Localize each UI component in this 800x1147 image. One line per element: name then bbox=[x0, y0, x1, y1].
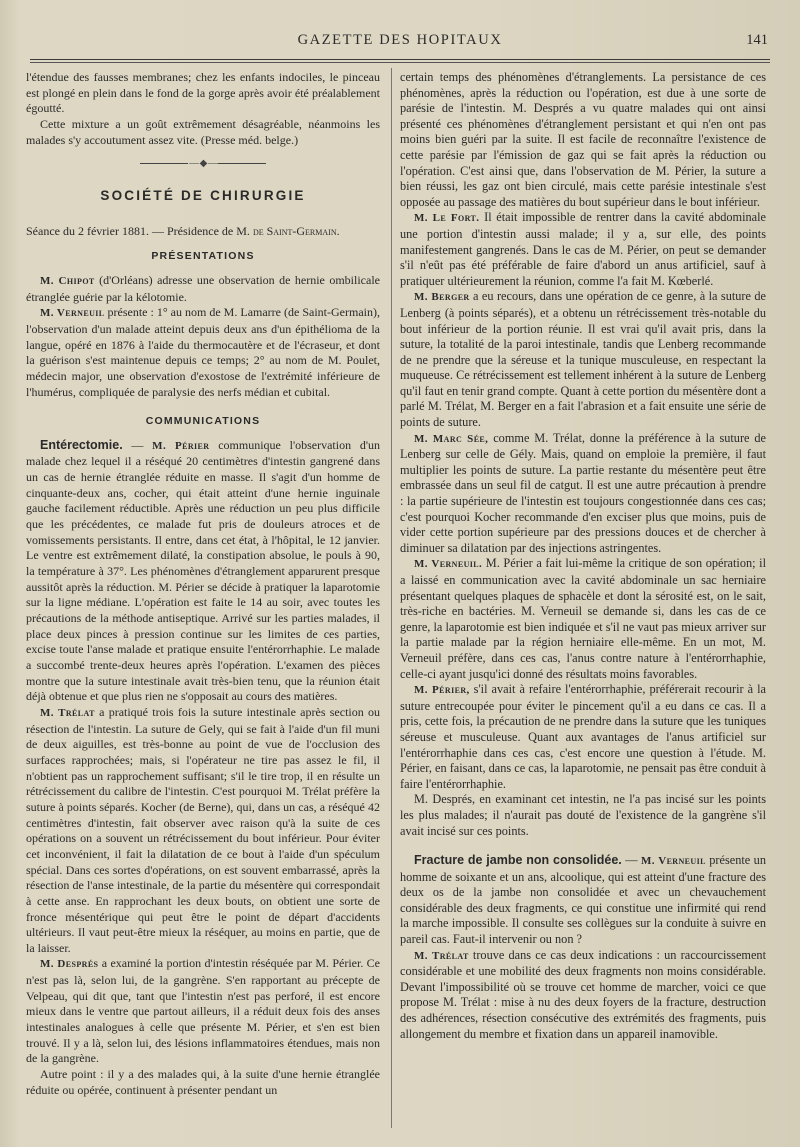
despres-paragraph bbox=[26, 956, 380, 1067]
paragraph-text: Il était impossible de rentrer dans la cavité abdominale une portion d'intestin aussi malade; il y a, sur elle, des points manifestement gangrenés. Dans le cas de M. Périer, on peut se demander s'il n'eût pas été préférable de faire d'abord un anus artificiel, sauf à pratiquer ultérieurement la réunion, comme l'a fait M. Kœberlé. bbox=[400, 210, 766, 288]
intro-paragraph-2: Cette mixture a un goût extrêmement désagréable, néanmoins les malades s'y accoutument assez vite. (Presse méd. belge.) bbox=[26, 116, 380, 147]
seance-line bbox=[26, 224, 380, 240]
speaker-name: M. Després bbox=[40, 958, 99, 971]
right-column bbox=[400, 70, 766, 1042]
running-title: GAZETTE DES HOPITAUX bbox=[297, 32, 503, 48]
speaker-name: M. Berger bbox=[414, 291, 470, 304]
chipot-paragraph bbox=[26, 273, 380, 305]
speaker-name: M. Périer bbox=[152, 439, 210, 452]
speaker-name: M. Verneuil bbox=[640, 855, 706, 868]
communications-heading: COMMUNICATIONS bbox=[145, 415, 261, 428]
marc-see-paragraph bbox=[400, 431, 766, 557]
speaker-name: M. Marc Sée, bbox=[414, 432, 489, 445]
paragraph-text: a pratiqué trois fois la suture intestinale après section ou résection de l'intestin. La suture de Gely, qui se fait à l'aide d'un fil muni de deux aiguilles, est très-bonne au point de vue de l'occlusion des surfaces rapprochées; mais, si l'opérateur ne tire pas assez le fil, il n'obtient pas un rapprochement suffisant; s'il le tire trop, il en résulte un rétrécissement du calibre de l'intestin. C'est pourquoi M. Trélat préfère la suture à points séparés. Kocher (de Berne), qui, dans un cas, a réséqué 42 centimètres d'intestin, fait observer avec raison qu'à la suite de ces opérations on a souvent un rétrécissement du bout inférieur. Pour éviter cet inconvénient, il fait la dilatation de ce bout à l'aide d'un spéculum spécial. Dans ces sortes d'opérations, on est souvent embarrassé, après la résection de l'anse intestinale, de la partie du mésentère qui correspondait à cette anse. En rapprochant les deux bouts, on obtient une sorte de fronce mésentérique qui peut être le point de départ d'accidents ultérieurs. Il vaut peut-être mieux la réséquer, au moins en partie, que de la laisser. bbox=[26, 704, 381, 955]
continuation-paragraph: certain temps des phénomènes d'étranglements. La persistance de ces phénomènes, après la réduction ou l'opération, est due à une sorte de parésie de l'intestin. M. Després a vu quatre malades qui ont ainsi présenté ces phénomènes d'étranglement persistant et qui n'en ont pas moins bien guéri par la suite. Il est facile de reconnaître l'existence de cette parésie par l'émission de gaz qui se fait après la réduction ou l'opération. C'est ainsi que, dans l'observation de M. Périer, la suture a bien réussi, les gaz ont bien circulé, mais cette parésie intestinale s'est opposée au passage des matières du bout supérieur dans le bout inférieur. bbox=[400, 70, 766, 209]
paragraph-text: a examiné la portion d'intestin réséquée par M. Périer. Ce n'est pas là, selon lui, de la gangrène. S'en rapportant au précepte de Velpeau, qui dit que, tant que l'intestin n'est pas perforé, il est encore mieux dans le ventre que partout ailleurs, il a réduit deux fois des anses intestinales analogues à celle que présente M. Périer, et s'en est bien trouvé. Il y a là, selon lui, des lésions inflammatoires étendues, mais non de la gangrène. bbox=[26, 956, 381, 1066]
speaker-name: M. Le Fort. bbox=[414, 212, 480, 225]
ornament-glyph: — ◆ — bbox=[189, 158, 217, 170]
verneuil-reply-paragraph bbox=[400, 556, 766, 682]
intro-paragraph: l'étendue des fausses membranes; chez les enfants indociles, le pinceau est plongé en plein dans le fond de la gorge après avoir été préalablement égoutté. bbox=[26, 70, 380, 116]
paragraph-text: présente un homme de soixante et un ans, alcoolique, qui est atteint d'une fracture des deux os de la jambe non consolidée et avec un chevauchement considérable des deux fragments, ce qui constitue une infirmité qui rend la marche impossible. Il consulte ses collègues sur la conduite à suivre en pareil cas. Faut-il intervenir ou non ? bbox=[400, 853, 766, 947]
berger-paragraph bbox=[400, 289, 766, 430]
paragraph-text: M. Périer a fait lui-même la critique de son opération; il a laissé en communication avec la cavité abdominale un sac herniaire présentant quelques plaques de sphacèle et dont la sérosité est, on le sait, très-riche en bactéries. M. Verneuil se demande si, dans les cas de ce genre, la laparotomie est bien indiquée et s'il ne vaut pas mieux arriver sur la partie malade par la région herniaire elle-même. En un mot, M. Verneuil préfère, dans ces cas, l'anus contre nature à l'entérorrhaphie, celle-ci ayant jusqu'ici donné des résultats moins favorables. bbox=[400, 556, 766, 681]
autre-point-paragraph: Autre point : il y a des malades qui, à la suite d'une hernie étranglée réduite ou opérée, continuent à présenter pendant un bbox=[26, 1067, 380, 1097]
paragraph-text: comme M. Trélat, donne la préférence à la suture de Lenberg sur celle de Gély. Mais, quand on emploie la première, il faut multiplier les points de suture. La partie restante du mésentère peut être embrassée dans un seul fil de catgut. Il est une autre précaution à prendre : la partie supérieure de l'intestin est toujours congestionnée dans ces cas; c'est pourquoi Kocher recommande d'en exciser plus que moins, puis de vider cette portion supérieure par des pressions douces et de chercher à diminuer sa dilatation par des injections astringentes. bbox=[400, 430, 766, 555]
column-divider bbox=[391, 68, 392, 1128]
verneuil-paragraph bbox=[26, 305, 380, 400]
paragraph-text: (d'Orléans) adresse une observation de hernie ombilicale étranglée guérie par la kélotomie. bbox=[26, 272, 380, 304]
seance-president: de Saint-Germain. bbox=[252, 223, 340, 238]
topic-dash: — bbox=[621, 853, 641, 868]
trelat-paragraph bbox=[26, 705, 380, 957]
enterectomie-paragraph: Entérectomie. — M. Périer communique l'observation d'un malade chez lequel il a réséqué 20 centimètres d'intestin gangrené dans un cas de hernie étranglée réduite en masse. Il s'agit d'un homme de cinquante-deux ans, cocher, qui était atteint d'une hernie inguinale gauche facilement réductible. Après une réduction un peu plus difficile que les précédentes, ce malade fut pris de douleurs atroces et de vomissements persistants. Il entre, dans cet état, à l'hôpital, le 12 janvier. Le ventre est extrêmement dilaté, la constipation absolue, le pouls à 90, la température à 37°. Les phénomènes d'étranglement apparurent presque aussitôt après la réduction. M. Périer se décide à pratiquer la laparotomie sur la ligne médiane. L'opération est faite le 14 au soir, avec toutes les précautions de la méthode antiseptique. Arrivé sur les parties malades, il place deux pinces à pression continue sur les limites de ces parties, excise toute l'anse malade et pratique ensuite l'entérorrhaphie. Le malade a succombé trente-deux heures après l'opération. L'examen des pièces montre que la suture intestinale avait très-bien tenu, que la réunion était déjà obtenue et que plus rien ne s'opposait au cours des matières. bbox=[26, 437, 381, 704]
fracture-paragraph bbox=[400, 853, 766, 948]
presentations-heading: PRÉSENTATIONS bbox=[151, 250, 255, 263]
page-header bbox=[30, 32, 770, 56]
perier-reply-paragraph bbox=[400, 682, 766, 792]
speaker-name: M. Trélat bbox=[40, 706, 95, 719]
speaker-name: M. Verneuil bbox=[40, 307, 105, 320]
left-column bbox=[26, 70, 380, 1098]
page-number: 141 bbox=[746, 32, 768, 48]
section-ornament bbox=[26, 156, 380, 172]
paragraph-text: trouve dans ce cas deux indications : un raccourcissement considérable et une mobilité des deux fragments non moins considérable. Devant l'impossibilité où se trouve cet homme de marcher, voici ce que propose M. Trélat : mise à nu des deux foyers de la fracture, destruction des adhérences, résection consécutive des extrémités des fragments, puis allongement du membre et fixation dans un appareil inamovible. bbox=[400, 947, 766, 1041]
header-rule-thin bbox=[30, 62, 770, 63]
topic-title: Entérectomie. bbox=[40, 437, 123, 452]
header-rule bbox=[30, 59, 770, 60]
paragraph-text: présente : 1° au nom de M. Lamarre (de Saint-Germain), l'observation d'un malade atteint depuis deux ans d'un épithélioma de la langue, opéré en 1876 à l'aide du thermocautère et de l'écraseur, et dont la guérison s'est maintenue depuis ce temps; 2° au nom de M. Poulet, médecin major, une observation d'exostose de l'extrémité inférieure de l'humérus, compliquée de paralysie des nerfs médian et cubital. bbox=[26, 305, 380, 399]
speaker-name: M. Trélat bbox=[414, 949, 469, 962]
topic-title: Fracture de jambe non consolidée. bbox=[414, 853, 622, 868]
paragraph-text: s'il avait à refaire l'entérorrhaphie, préférerait recourir à la suture entrecoupée pour éviter le pincement qu'il a eu dans ce cas. Il a pris, cette fois, la précaution de ne prendre dans la suture que les tuniques séreuse et musculeuse. Quant aux avantages de l'anus artificiel sur l'entérorrhaphie dans ces cas, c'est encore une question à l'étude. M. Périer, en faisant, dans ce cas, la laparotomie, ne pensait pas être conduit à faire l'entérorrhaphie. bbox=[400, 682, 766, 791]
speaker-name: M. Verneuil. bbox=[414, 558, 483, 571]
trelat-fracture-paragraph bbox=[400, 948, 766, 1043]
lefort-paragraph bbox=[400, 210, 766, 289]
spacer bbox=[400, 839, 766, 853]
speaker-name: M. Chipot bbox=[40, 274, 95, 287]
despres-reply-paragraph: M. Després, en examinant cet intestin, ne l'a pas incisé sur les points les plus malades; il n'aurait pas douté de l'existence de la gangrène s'il avait incisé sur ces points. bbox=[400, 792, 766, 838]
paragraph-text: communique l'observation d'un malade chez lequel il a réséqué 20 centimètres d'intestin gangrené dans un cas de hernie étranglée réduite en masse. Il s'agit d'un homme de cinquante-deux ans, cocher, qui était atteint d'une hernie inguinale gauche facilement réductible. Après une réduction un peu plus difficile que les précédentes, ce malade fut pris de douleurs atroces et de vomissements persistants. Il entre, dans cet état, à l'hôpital, le 12 janvier. Le ventre est extrêmement dilaté, la constipation absolue, le pouls à 90, la température à 37°. Les phénomènes d'étranglement apparurent presque aussitôt après la réduction. M. Périer se décide à pratiquer la laparotomie sur la ligne médiane. L'opération est faite le 14 au soir, avec toutes les précautions de la méthode antiseptique. Arrivé sur les parties malades, il place deux pinces à pression continue sur les limites de ces parties, excise toute l'anse malade et pratique ensuite l'entérorrhaphie. Le malade a succombé trente-deux heures après l'opération. L'examen des pièces montre que la suture intestinale avait très-bien tenu, que la réunion était déjà obtenue et que plus rien ne s'opposait au cours des matières. bbox=[26, 437, 381, 704]
paragraph-text: a eu recours, dans une opération de ce genre, à la suture de Lenberg (à points séparés), et a obtenu un rétrécissement très-notable du bout inférieur de la portion réunie. Il est vrai qu'il avait pris, dans la suture, la totalité de la paroi intestinale, tandis que Lenberg recommande de ne prendre que la séreuse et la tunique musculeuse, en respectant la muqueuse. Ce rétrécissement est tellement inhérent à la suture de Lenberg qu'il faut en tenir grand compte. Quant à cette portion du mésentère dont a parlé M. Trélat, M. Berger en a fait l'abrasion et a fait ensuite une série de points de suture. bbox=[400, 289, 766, 430]
seance-prefix: Séance du 2 février 1881. — Présidence de M. bbox=[26, 223, 253, 238]
speaker-name: M. Périer, bbox=[414, 684, 470, 697]
section-title: SOCIÉTÉ DE CHIRURGIE bbox=[100, 187, 306, 203]
